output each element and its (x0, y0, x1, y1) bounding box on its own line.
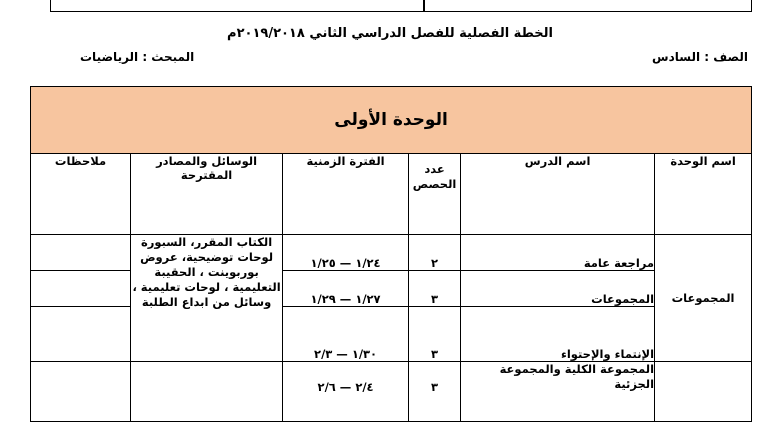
lesson-cell: المجموعة الكلية والمجموعة الجزئية (461, 362, 655, 422)
class-label: الصف : السادس (652, 50, 748, 64)
table-row (31, 362, 752, 422)
resources-cell: الكتاب المقرر، السبورة لوحات توضيحية، عروض بوربوينت ، الحقيبة التعليمية ، لوحات تعليمية ، وسائل من ابداع الطلبة (131, 235, 283, 362)
unit-name-cell: المجموعات (655, 235, 752, 362)
col-unit-name: اسم الوحدة (655, 154, 752, 235)
period-cell: ١/٢٧ — ١/٢٩ (283, 271, 409, 307)
notes-cell (31, 307, 131, 362)
resources-cell-empty (131, 362, 283, 422)
unit-header: الوحدة الأولى (31, 87, 752, 154)
notes-cell (31, 271, 131, 307)
notes-cell (31, 235, 131, 271)
period-cell: ١/٢٤ — ١/٢٥ (283, 235, 409, 271)
column-header-row (31, 154, 752, 235)
lesson-cell: الإنتماء والإحتواء (461, 307, 655, 362)
table-divider (423, 0, 425, 12)
plan-table (30, 86, 752, 422)
table-row (31, 235, 752, 271)
count-cell: ٣ (409, 362, 461, 422)
count-cell: ٣ (409, 271, 461, 307)
notes-cell (31, 362, 131, 422)
period-cell: ١/٣٠ — ٢/٣ (283, 307, 409, 362)
page-title: الخطة الفصلية للفصل الدراسي الثاني ٢٠١٩/٢٠١٨م (227, 26, 553, 41)
col-period: الفترة الزمنية (283, 154, 409, 235)
previous-table-edge (50, 0, 752, 12)
subject-label: المبحث : الرياضيات (80, 50, 195, 64)
count-cell: ٣ (409, 307, 461, 362)
count-cell: ٢ (409, 235, 461, 271)
lesson-cell: المجموعات (461, 271, 655, 307)
period-cell: ٢/٤ — ٢/٦ (283, 362, 409, 422)
col-notes: ملاحظات (31, 154, 131, 235)
col-lesson-count: عدد الحصص (409, 154, 461, 235)
col-resources: الوسائل والمصادر المقترحة (131, 154, 283, 235)
unit-name-cell-empty (655, 362, 752, 422)
col-lesson-name: اسم الدرس (461, 154, 655, 235)
lesson-cell: مراجعة عامة (461, 235, 655, 271)
